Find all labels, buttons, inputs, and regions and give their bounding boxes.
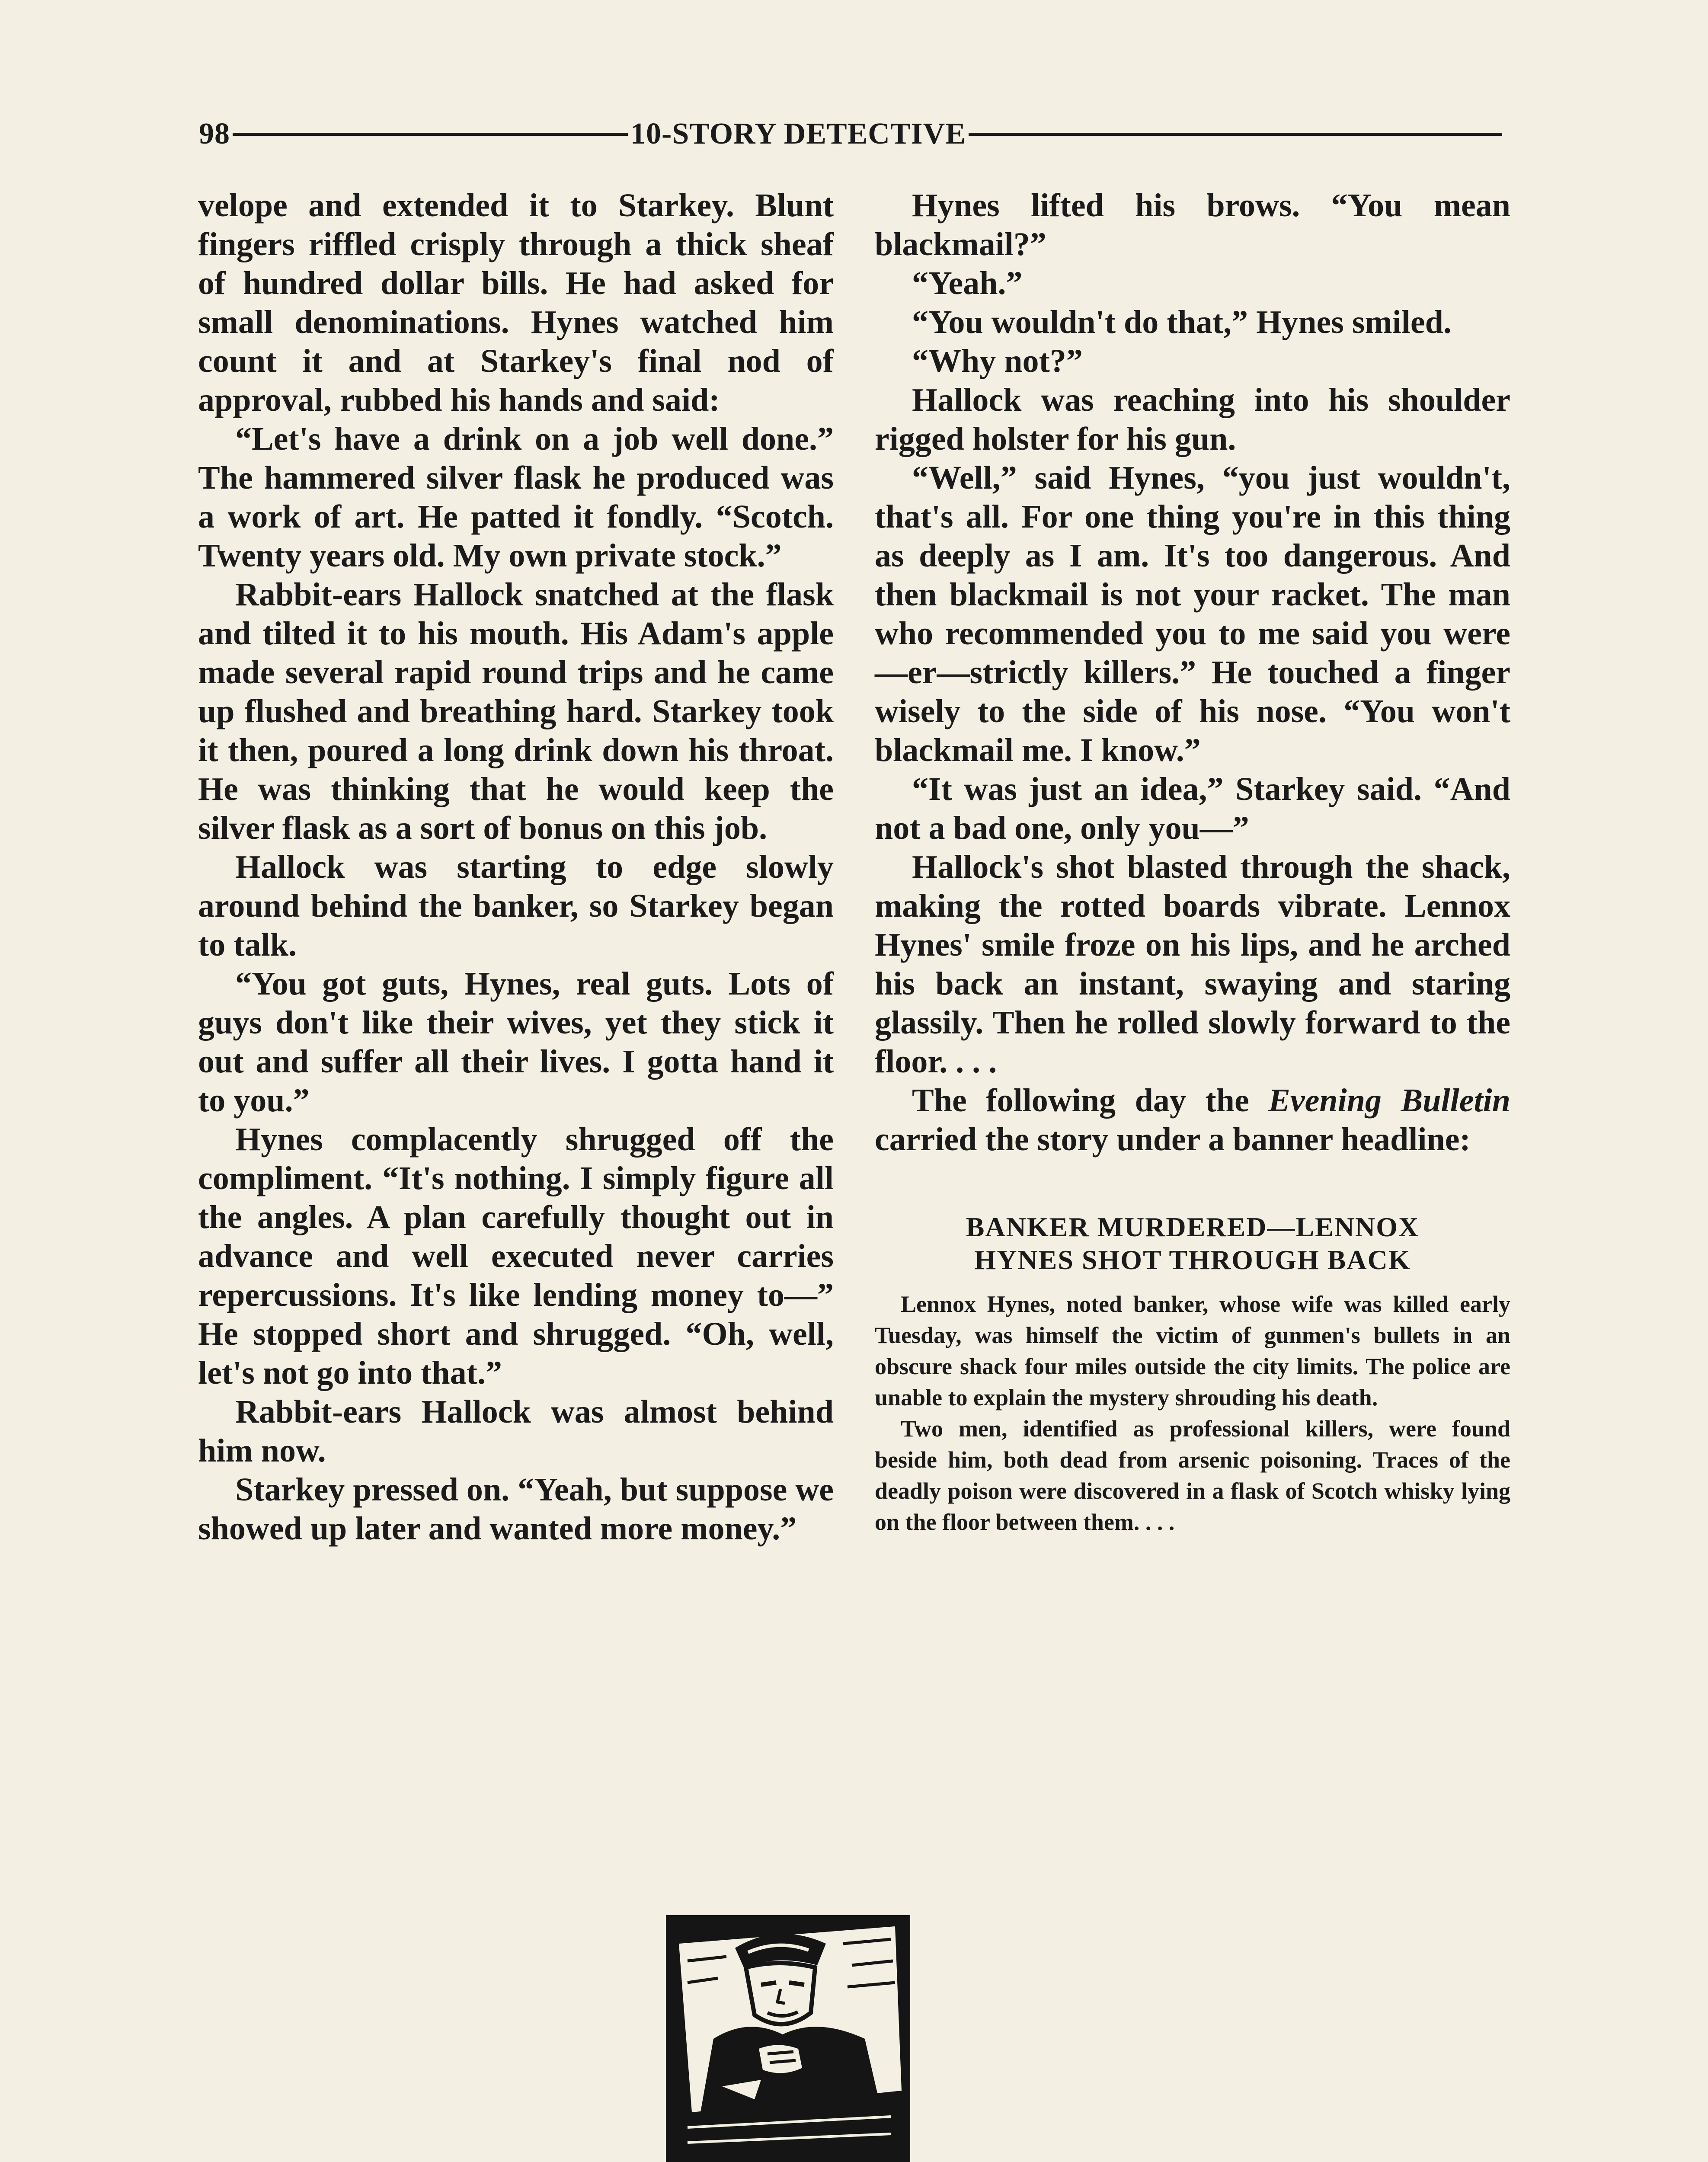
running-title: 10-STORY DETECTIVE bbox=[630, 117, 966, 150]
paragraph: Hallock's shot blasted through the shack, making the rotted boards vibrate. Lennox Hynes' smile froze on his lips, and he arched his back an instant, swaying and staring glassily. Then he rolled slowly forward to the floor. . . . bbox=[875, 849, 1510, 1080]
paragraph: Hynes lifted his brows. “You mean blackmail?” bbox=[875, 187, 1510, 262]
paragraph: Hynes complacently shrugged off the compliment. “It's nothing. I simply figure all the angles. A plan carefully thought out in advance and well executed never carries repercussions. It's like lending money to—” He stopped short and shrugged. “Oh, well, let's not go into that.” bbox=[198, 1121, 834, 1391]
headline-line-1: BANKER MURDERED—LENNOX bbox=[966, 1212, 1420, 1242]
paragraph: “It was just an idea,” Starkey said. “And not a bad one, only you—” bbox=[875, 771, 1510, 846]
header-rule-left bbox=[233, 133, 628, 136]
news-paragraph: Lennox Hynes, noted banker, whose wife was killed early Tuesday, was himself the victim of gunmen's bullets in an obscure shack four miles outside the city limits. The police are unable to explain the mystery shrouding his death. bbox=[875, 1291, 1510, 1410]
news-article bbox=[875, 1289, 1510, 1538]
paragraph: Hallock was reaching into his shoulder rigged holster for his gun. bbox=[875, 382, 1510, 457]
paragraph: “Let's have a drink on a job well done.” The hammered silver flask he produced was a work of art. He patted it fondly. “Scotch. Twenty years old. My own private stock.” bbox=[198, 421, 834, 574]
paragraph: Rabbit-ears Hallock was almost behind him now. bbox=[198, 1394, 834, 1469]
woodcut-illustration bbox=[662, 1909, 917, 2162]
closing-paragraph bbox=[875, 1081, 1510, 1159]
closing-text-after: carried the story under a banner headline: bbox=[875, 1121, 1471, 1158]
newspaper-name: Evening Bulletin bbox=[1268, 1082, 1510, 1119]
paragraph: “Why not?” bbox=[912, 343, 1083, 379]
paragraph: Hallock was starting to edge slowly around behind the banker, so Starkey began to talk. bbox=[198, 849, 834, 963]
paragraph: Rabbit-ears Hallock snatched at the flask and tilted it to his mouth. His Adam's apple made several rapid round trips and he came up flushed and breathing hard. Starkey took it then, poured a long drink down his throat. He was thinking that he would keep the silver flask as a sort of bonus on this job. bbox=[198, 576, 834, 846]
left-column bbox=[198, 186, 834, 1548]
paragraph: Starkey pressed on. “Yeah, but suppose we showed up later and wanted more money.” bbox=[198, 1471, 834, 1547]
paragraph: velope and extended it to Starkey. Blunt fingers riffled crisply through a thick sheaf of hundred dollar bills. He had asked for small denominations. Hynes watched him count it and at Starkey's final nod of approval, rubbed his hands and said: bbox=[198, 187, 834, 418]
paragraph: “You got guts, Hynes, real guts. Lots of guys don't like their wives, yet they stick it out and suffer all their lives. I gotta hand it to you.” bbox=[198, 966, 834, 1119]
closing-text-before: The following day the bbox=[912, 1082, 1269, 1119]
paragraph: “Yeah.” bbox=[912, 265, 1023, 301]
paragraph: “You wouldn't do that,” Hynes smiled. bbox=[912, 304, 1452, 340]
news-headline bbox=[875, 1211, 1510, 1276]
running-header bbox=[199, 110, 1505, 158]
right-column bbox=[875, 186, 1510, 1538]
page-number: 98 bbox=[199, 117, 230, 150]
paragraph: “Well,” said Hynes, “you just wouldn't, that's all. For one thing you're in this thing as deeply as I am. It's too dangerous. And then blackmail is not your racket. The man who recommended you to me said you were —er—strictly killers.” He touched a finger wisely to the side of his nose. “You won't blackmail me. I know.” bbox=[875, 460, 1510, 768]
header-rule-right bbox=[969, 133, 1502, 136]
headline-line-2: HYNES SHOT THROUGH BACK bbox=[974, 1244, 1411, 1275]
news-paragraph: Two men, identified as professional killers, were found beside him, both dead from arsenic poisoning. Traces of the deadly poison were discovered in a flask of Scotch whisky lying on the floor between them. . . . bbox=[875, 1416, 1510, 1535]
